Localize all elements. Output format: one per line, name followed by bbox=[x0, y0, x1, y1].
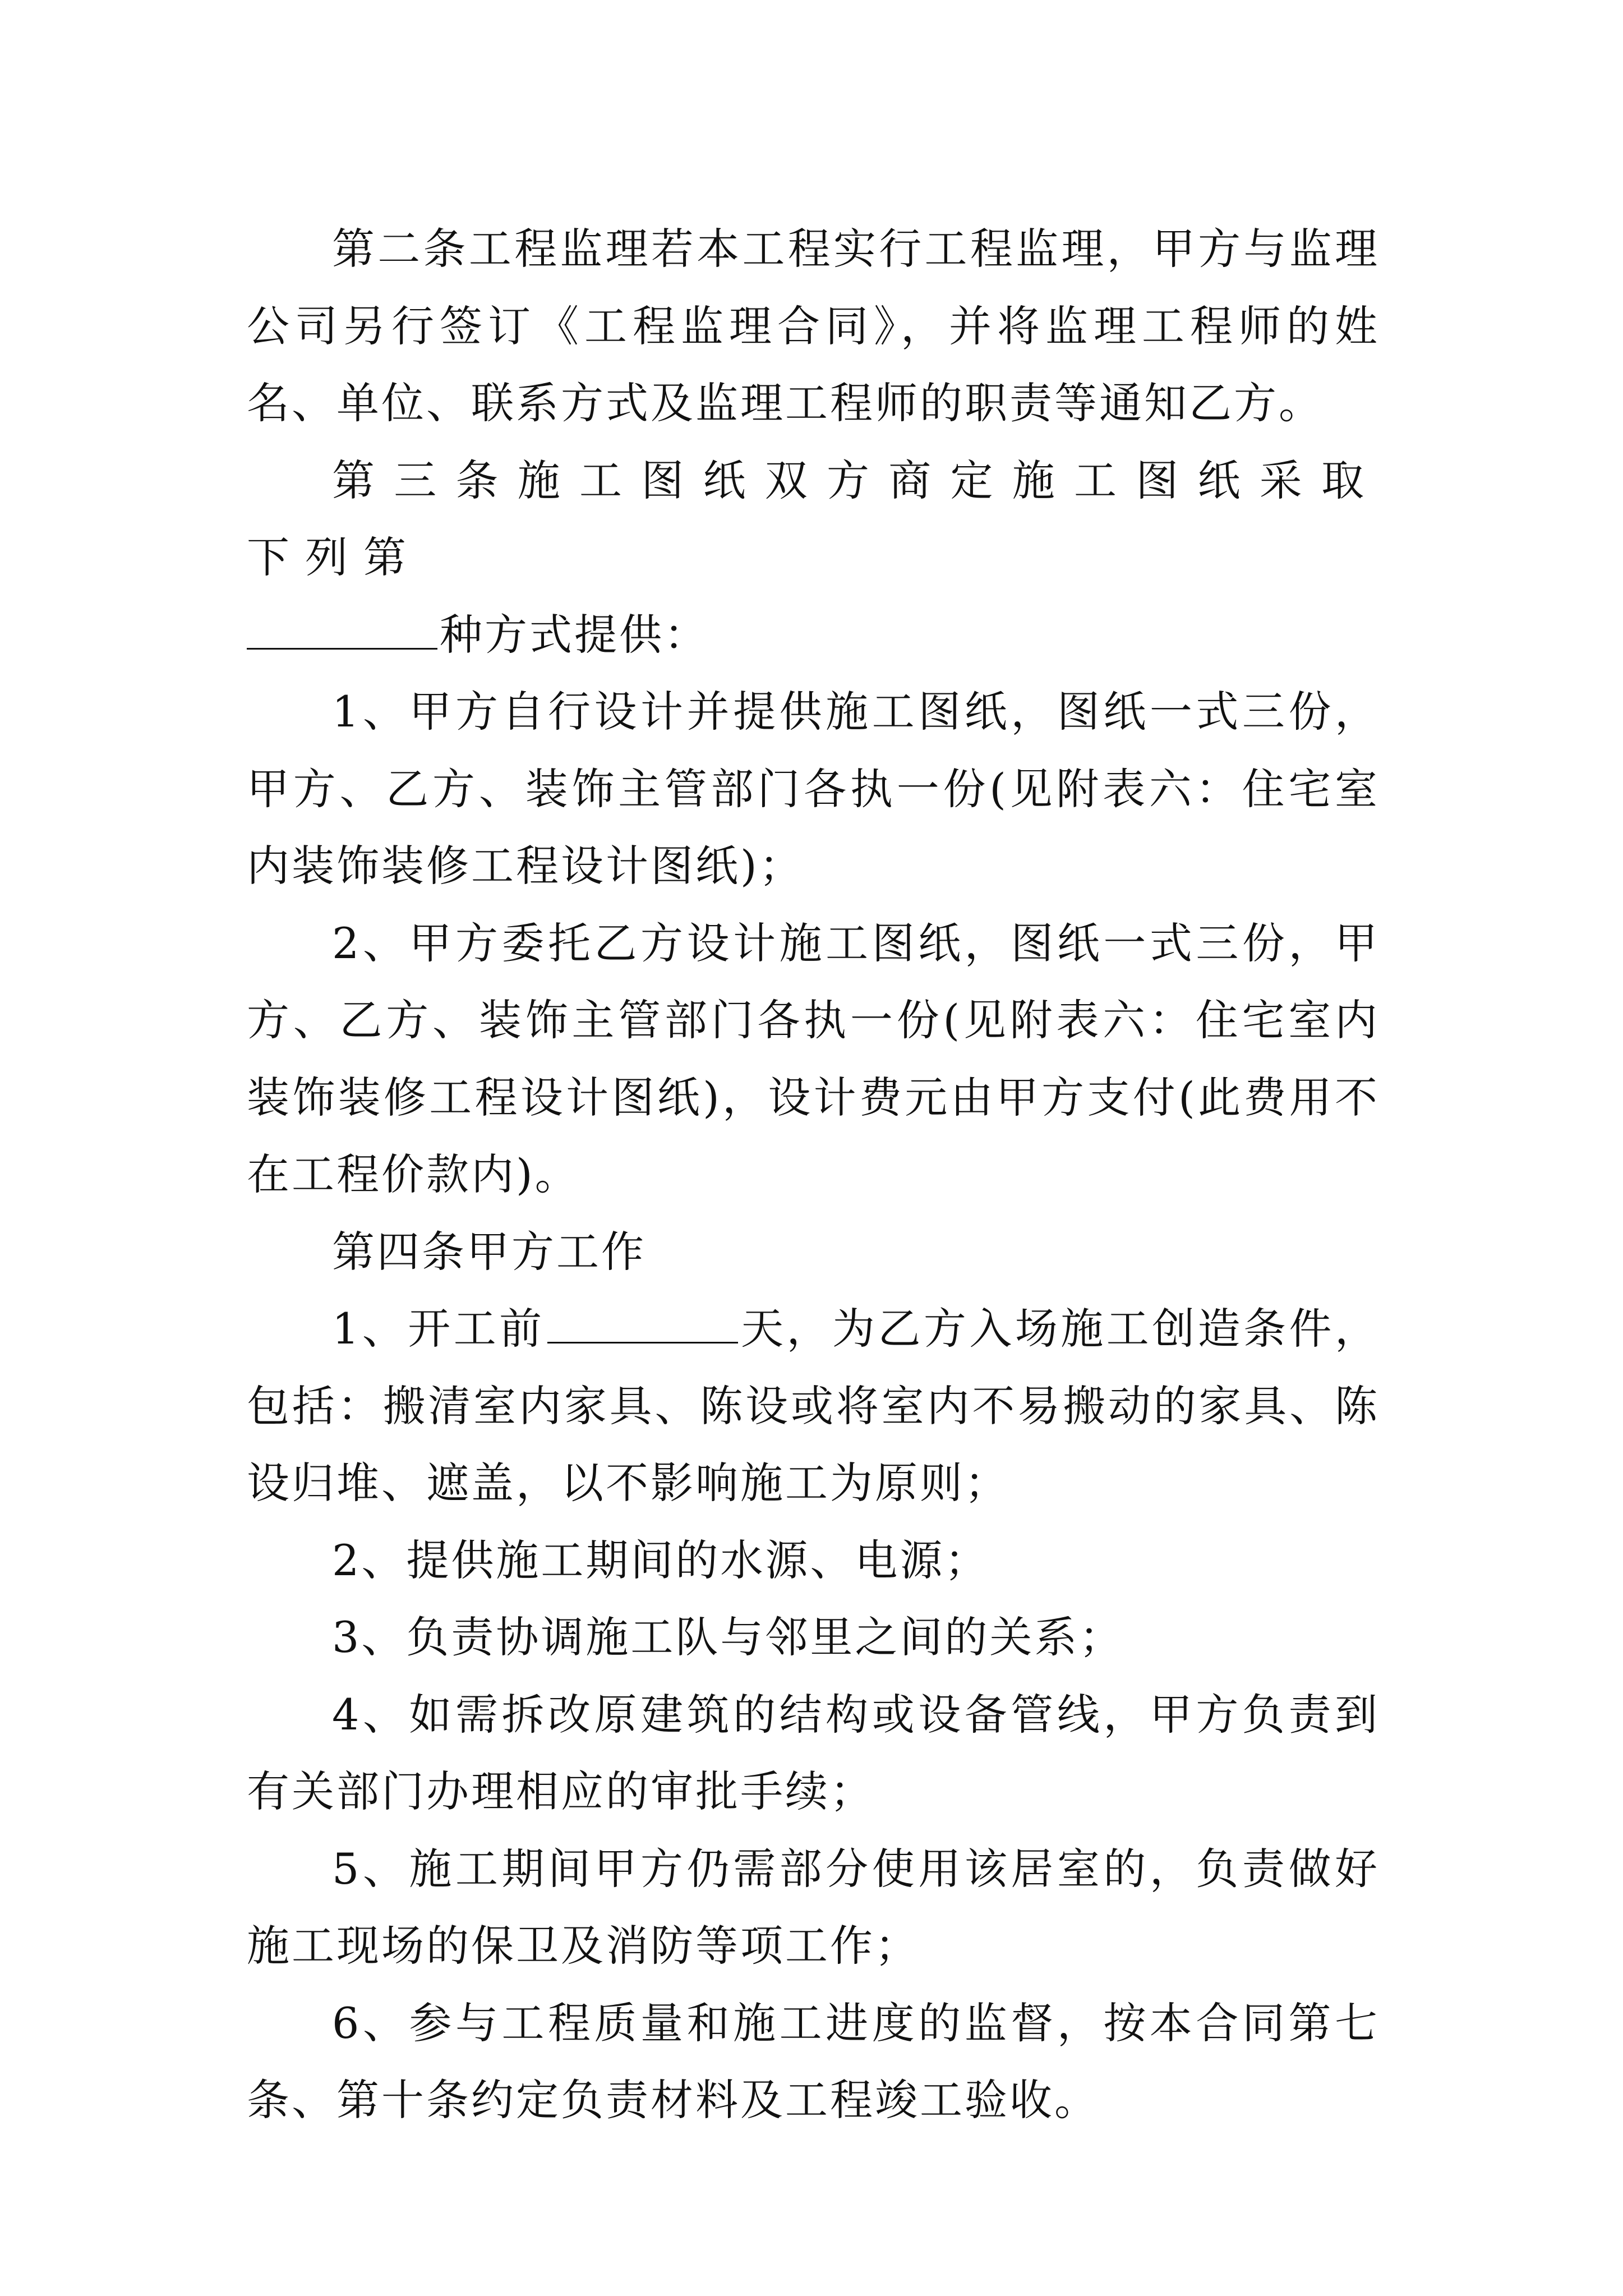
article-4-item-1 bbox=[247, 1290, 1380, 1522]
item-1-suffix: 天，为乙方入场施工创造条件，包括：搬清室内家具、陈设或将室内不易搬动的家具、陈设归堆、遮盖，以不影响施工为原则； bbox=[247, 1304, 1380, 1508]
days-before-start-blank[interactable] bbox=[547, 1306, 738, 1343]
article-4-item-4: 4、如需拆改原建筑的结构或设备管线，甲方负责到有关部门办理相应的审批手续； bbox=[247, 1689, 1380, 1816]
item-1-prefix: 1、开工前 bbox=[332, 1304, 545, 1354]
contract-body bbox=[247, 210, 1380, 2139]
article-3-method-line bbox=[247, 596, 1380, 674]
article-4-item-6: 6、参与工程质量和施工进度的监督，按本合同第七条、第十条约定负责材料及工程竣工验收。 bbox=[247, 1998, 1380, 2125]
method-line-suffix: 种方式提供： bbox=[440, 609, 709, 660]
article-4-item-3: 3、负责协调施工队与邻里之间的关系； bbox=[332, 1612, 1124, 1662]
article-3-item-2: 2、甲方委托乙方设计施工图纸，图纸一式三份，甲方、乙方、装饰主管部门各执一份(见附表六：住宅室内装饰装修工程设计图纸)，设计费元由甲方支付(此费用不在工程价款内)。 bbox=[247, 918, 1380, 1199]
article-4-heading: 第四条甲方工作 bbox=[332, 1226, 646, 1277]
article-3-heading-line: 第三条施工图纸双方商定施工图纸采取下列第 bbox=[247, 455, 1380, 582]
method-number-blank[interactable] bbox=[247, 612, 437, 650]
article-2-paragraph: 第二条工程监理若本工程实行工程监理，甲方与监理公司另行签订《工程监理合同》，并将监理工程师的姓名、单位、联系方式及监理工程师的职责等通知乙方。 bbox=[247, 224, 1380, 428]
article-4-item-5: 5、施工期间甲方仍需部分使用该居室的，负责做好施工现场的保卫及消防等项工作； bbox=[247, 1843, 1380, 1971]
article-3-item-1: 1、甲方自行设计并提供施工图纸，图纸一式三份，甲方、乙方、装饰主管部门各执一份(见附表六：住宅室内装饰装修工程设计图纸)； bbox=[247, 687, 1380, 891]
article-4-item-2: 2、提供施工期间的水源、电源； bbox=[332, 1535, 990, 1585]
